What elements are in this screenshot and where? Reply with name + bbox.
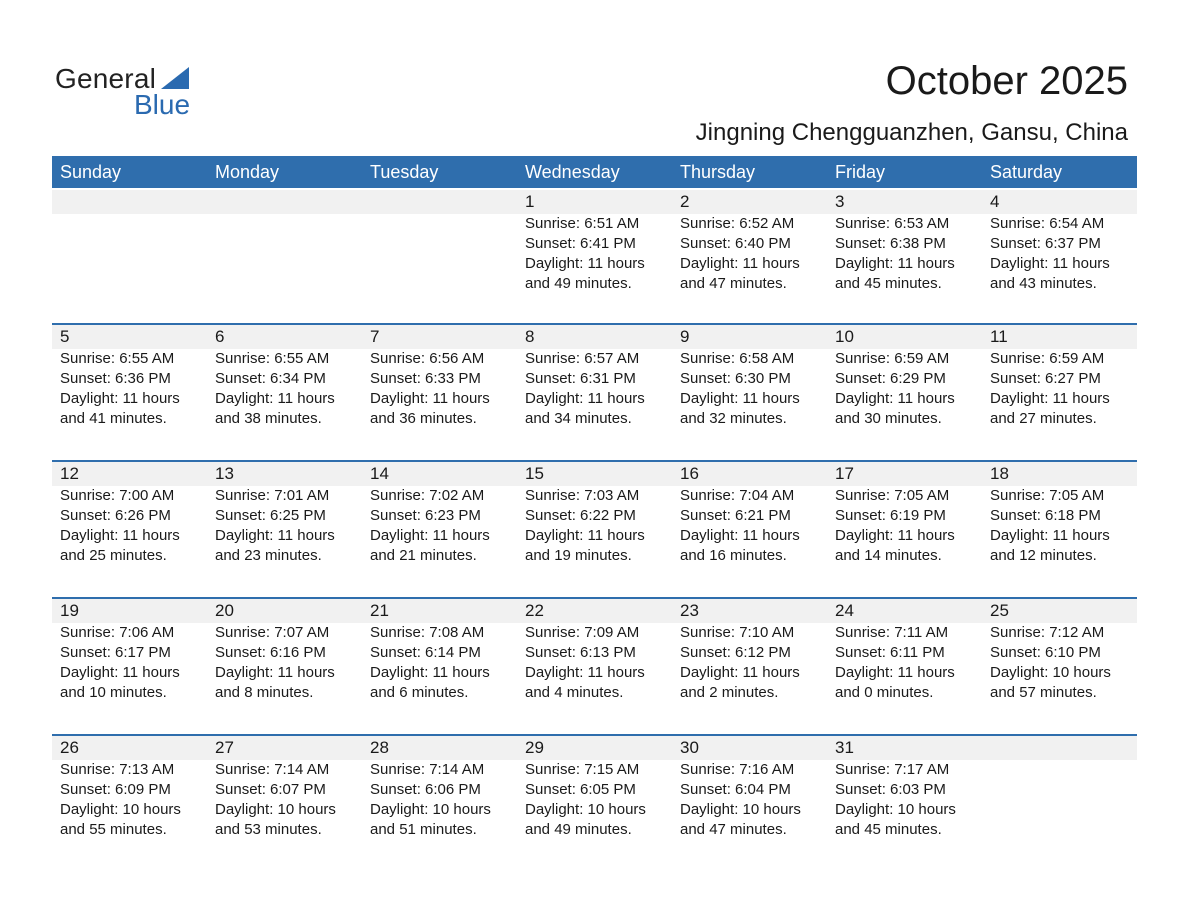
day-cell — [827, 736, 982, 840]
sunrise-text: Sunrise: 7:04 AM — [680, 487, 795, 504]
sunset-text: Sunset: 6:21 PM — [680, 507, 791, 524]
daylight-text: Daylight: 11 hours — [60, 390, 180, 407]
day-cell — [52, 599, 207, 703]
daylight-minutes-text: and 12 minutes. — [990, 547, 1097, 564]
sunset-text: Sunset: 6:38 PM — [835, 235, 946, 252]
daylight-text: Daylight: 11 hours — [680, 527, 800, 544]
day-cell — [517, 188, 672, 294]
day-number: 6 — [215, 327, 225, 346]
sunset-text: Sunset: 6:27 PM — [990, 370, 1101, 387]
sunrise-text: Sunrise: 6:58 AM — [680, 350, 795, 367]
daylight-minutes-text: and 16 minutes. — [680, 547, 787, 564]
daylight-text: Daylight: 11 hours — [835, 255, 955, 272]
daylight-minutes-text: and 34 minutes. — [525, 410, 632, 427]
sunset-text: Sunset: 6:25 PM — [215, 507, 326, 524]
daylight-minutes-text: and 49 minutes. — [525, 275, 632, 292]
daylight-minutes-text: and 25 minutes. — [60, 547, 167, 564]
day-cell — [672, 462, 827, 566]
daylight-minutes-text: and 53 minutes. — [215, 821, 322, 838]
daylight-minutes-text: and 57 minutes. — [990, 684, 1097, 701]
day-cell — [982, 188, 1137, 294]
sunrise-text: Sunrise: 7:14 AM — [370, 761, 485, 778]
daylight-text: Daylight: 11 hours — [835, 390, 955, 407]
daylight-minutes-text: and 55 minutes. — [60, 821, 167, 838]
week-row — [52, 188, 1137, 323]
sunrise-text: Sunrise: 7:07 AM — [215, 624, 330, 641]
day-cell — [672, 736, 827, 840]
daylight-minutes-text: and 19 minutes. — [525, 547, 632, 564]
day-cell — [52, 462, 207, 566]
day-cell — [362, 599, 517, 703]
sunrise-text: Sunrise: 6:51 AM — [525, 215, 640, 232]
day-cell — [982, 325, 1137, 429]
day-number: 23 — [680, 601, 699, 620]
daylight-text: Daylight: 11 hours — [525, 664, 645, 681]
sunset-text: Sunset: 6:14 PM — [370, 644, 481, 661]
weekday-saturday: Saturday — [990, 162, 1063, 182]
day-cell — [982, 599, 1137, 703]
logo-text-general: General — [55, 63, 157, 94]
daylight-text: Daylight: 11 hours — [60, 527, 180, 544]
week-row — [52, 460, 1137, 597]
daylight-minutes-text: and 27 minutes. — [990, 410, 1097, 427]
sunrise-text: Sunrise: 6:52 AM — [680, 215, 795, 232]
page-title: October 2025 — [885, 59, 1128, 103]
sunrise-text: Sunrise: 7:14 AM — [215, 761, 330, 778]
day-number: 14 — [370, 464, 389, 483]
day-cell — [982, 736, 1137, 840]
location-subtitle: Jingning Chengguanzhen, Gansu, China — [695, 119, 1128, 146]
day-cell — [207, 736, 362, 840]
weekday-friday: Friday — [835, 162, 886, 182]
day-cell — [207, 462, 362, 566]
sunset-text: Sunset: 6:29 PM — [835, 370, 946, 387]
sunrise-text: Sunrise: 6:55 AM — [215, 350, 330, 367]
daylight-text: Daylight: 10 hours — [990, 664, 1111, 681]
daylight-minutes-text: and 21 minutes. — [370, 547, 477, 564]
daylight-minutes-text: and 43 minutes. — [990, 275, 1097, 292]
daylight-text: Daylight: 11 hours — [835, 664, 955, 681]
week-days — [52, 188, 1137, 294]
sunset-text: Sunset: 6:17 PM — [60, 644, 171, 661]
sunset-text: Sunset: 6:05 PM — [525, 781, 636, 798]
weekday-sunday: Sunday — [60, 162, 122, 182]
daylight-text: Daylight: 10 hours — [370, 801, 491, 818]
day-number: 21 — [370, 601, 389, 620]
weekday-monday: Monday — [215, 162, 280, 182]
sunrise-text: Sunrise: 7:01 AM — [215, 487, 330, 504]
daylight-text: Daylight: 11 hours — [60, 664, 180, 681]
sunset-text: Sunset: 6:16 PM — [215, 644, 326, 661]
day-cell — [362, 188, 517, 294]
sunset-text: Sunset: 6:09 PM — [60, 781, 171, 798]
daylight-minutes-text: and 8 minutes. — [215, 684, 314, 701]
daylight-minutes-text: and 0 minutes. — [835, 684, 934, 701]
daylight-minutes-text: and 32 minutes. — [680, 410, 787, 427]
daylight-minutes-text: and 45 minutes. — [835, 275, 942, 292]
daylight-minutes-text: and 45 minutes. — [835, 821, 942, 838]
weeks-container — [52, 188, 1137, 871]
day-number: 29 — [525, 738, 544, 757]
week-row — [52, 597, 1137, 734]
sunrise-text: Sunrise: 6:54 AM — [990, 215, 1105, 232]
sunset-text: Sunset: 6:04 PM — [680, 781, 791, 798]
daylight-text: Daylight: 11 hours — [215, 527, 335, 544]
day-number — [370, 190, 517, 214]
day-number: 12 — [60, 464, 79, 483]
sunrise-text: Sunrise: 7:17 AM — [835, 761, 950, 778]
sunrise-text: Sunrise: 7:03 AM — [525, 487, 640, 504]
day-number: 27 — [215, 738, 234, 757]
sunset-text: Sunset: 6:36 PM — [60, 370, 171, 387]
sunset-text: Sunset: 6:30 PM — [680, 370, 791, 387]
sunset-text: Sunset: 6:22 PM — [525, 507, 636, 524]
daylight-text: Daylight: 10 hours — [525, 801, 646, 818]
sunset-text: Sunset: 6:26 PM — [60, 507, 171, 524]
daylight-minutes-text: and 41 minutes. — [60, 410, 167, 427]
daylight-text: Daylight: 10 hours — [835, 801, 956, 818]
week-row — [52, 734, 1137, 871]
sunrise-text: Sunrise: 6:55 AM — [60, 350, 175, 367]
sunset-text: Sunset: 6:34 PM — [215, 370, 326, 387]
calendar-grid — [52, 156, 1137, 871]
sunrise-text: Sunrise: 7:08 AM — [370, 624, 485, 641]
week-days — [52, 462, 1137, 566]
sunset-text: Sunset: 6:07 PM — [215, 781, 326, 798]
daylight-minutes-text: and 10 minutes. — [60, 684, 167, 701]
sunrise-text: Sunrise: 7:09 AM — [525, 624, 640, 641]
day-number: 22 — [525, 601, 544, 620]
day-number: 11 — [990, 327, 1008, 346]
daylight-text: Daylight: 11 hours — [525, 527, 645, 544]
sunrise-text: Sunrise: 6:56 AM — [370, 350, 485, 367]
sunrise-text: Sunrise: 6:59 AM — [990, 350, 1105, 367]
day-cell — [362, 462, 517, 566]
sunrise-text: Sunrise: 7:05 AM — [990, 487, 1105, 504]
sunset-text: Sunset: 6:33 PM — [370, 370, 481, 387]
sunset-text: Sunset: 6:12 PM — [680, 644, 791, 661]
sunrise-text: Sunrise: 7:12 AM — [990, 624, 1105, 641]
daylight-minutes-text: and 51 minutes. — [370, 821, 477, 838]
day-number: 18 — [990, 464, 1009, 483]
daylight-minutes-text: and 23 minutes. — [215, 547, 322, 564]
day-number: 5 — [60, 327, 70, 346]
day-cell — [982, 462, 1137, 566]
sunrise-text: Sunrise: 7:10 AM — [680, 624, 795, 641]
sunrise-text: Sunrise: 7:16 AM — [680, 761, 795, 778]
day-cell — [362, 736, 517, 840]
daylight-minutes-text: and 2 minutes. — [680, 684, 779, 701]
day-cell — [827, 188, 982, 294]
sunrise-text: Sunrise: 7:11 AM — [835, 624, 949, 641]
daylight-text: Daylight: 11 hours — [990, 255, 1110, 272]
sunset-text: Sunset: 6:40 PM — [680, 235, 791, 252]
day-number: 19 — [60, 601, 79, 620]
sunrise-text: Sunrise: 7:06 AM — [60, 624, 175, 641]
day-number: 8 — [525, 327, 535, 346]
sunset-text: Sunset: 6:13 PM — [525, 644, 636, 661]
daylight-text: Daylight: 11 hours — [835, 527, 955, 544]
daylight-text: Daylight: 11 hours — [215, 390, 335, 407]
week-days — [52, 599, 1137, 703]
day-number: 31 — [835, 738, 854, 757]
day-number: 16 — [680, 464, 699, 483]
day-cell — [207, 188, 362, 294]
sunrise-text: Sunrise: 6:53 AM — [835, 215, 950, 232]
sunset-text: Sunset: 6:06 PM — [370, 781, 481, 798]
sunset-text: Sunset: 6:23 PM — [370, 507, 481, 524]
daylight-minutes-text: and 38 minutes. — [215, 410, 322, 427]
sunrise-text: Sunrise: 7:15 AM — [525, 761, 640, 778]
sunrise-text: Sunrise: 7:05 AM — [835, 487, 950, 504]
day-number: 7 — [370, 327, 380, 346]
week-row — [52, 323, 1137, 460]
day-cell — [672, 599, 827, 703]
sunrise-text: Sunrise: 6:59 AM — [835, 350, 950, 367]
sunrise-text: Sunrise: 7:02 AM — [370, 487, 485, 504]
day-number: 24 — [835, 601, 854, 620]
sunrise-text: Sunrise: 7:00 AM — [60, 487, 175, 504]
day-number: 9 — [680, 327, 690, 346]
sunset-text: Sunset: 6:19 PM — [835, 507, 946, 524]
sunset-text: Sunset: 6:11 PM — [835, 644, 945, 661]
day-cell — [827, 599, 982, 703]
day-cell — [517, 599, 672, 703]
logo-text-blue: Blue — [134, 89, 191, 120]
day-cell — [672, 188, 827, 294]
daylight-text: Daylight: 11 hours — [990, 390, 1110, 407]
daylight-text: Daylight: 11 hours — [370, 664, 490, 681]
daylight-minutes-text: and 47 minutes. — [680, 821, 787, 838]
daylight-text: Daylight: 11 hours — [525, 255, 645, 272]
daylight-text: Daylight: 11 hours — [215, 664, 335, 681]
day-cell — [362, 325, 517, 429]
day-number — [990, 736, 1137, 760]
day-cell — [207, 325, 362, 429]
daylight-text: Daylight: 11 hours — [680, 255, 800, 272]
daylight-text: Daylight: 11 hours — [990, 527, 1110, 544]
day-cell — [52, 188, 207, 294]
weekday-header — [52, 156, 1137, 188]
day-cell — [827, 325, 982, 429]
daylight-minutes-text: and 30 minutes. — [835, 410, 942, 427]
daylight-minutes-text: and 47 minutes. — [680, 275, 787, 292]
day-number: 20 — [215, 601, 234, 620]
daylight-text: Daylight: 11 hours — [680, 664, 800, 681]
day-number: 10 — [835, 327, 854, 346]
daylight-minutes-text: and 4 minutes. — [525, 684, 624, 701]
day-number — [215, 190, 362, 214]
weekday-tuesday: Tuesday — [370, 162, 439, 182]
week-days — [52, 736, 1137, 840]
daylight-minutes-text: and 36 minutes. — [370, 410, 477, 427]
logo-triangle-icon — [161, 67, 189, 89]
weekday-thursday: Thursday — [680, 162, 756, 182]
day-number: 2 — [680, 192, 690, 211]
sunset-text: Sunset: 6:31 PM — [525, 370, 636, 387]
daylight-minutes-text: and 6 minutes. — [370, 684, 469, 701]
day-number: 17 — [835, 464, 854, 483]
daylight-minutes-text: and 49 minutes. — [525, 821, 632, 838]
sunrise-text: Sunrise: 6:57 AM — [525, 350, 640, 367]
day-cell — [517, 325, 672, 429]
sunset-text: Sunset: 6:10 PM — [990, 644, 1101, 661]
day-number: 28 — [370, 738, 389, 757]
sunset-text: Sunset: 6:37 PM — [990, 235, 1101, 252]
daylight-text: Daylight: 11 hours — [525, 390, 645, 407]
day-cell — [517, 462, 672, 566]
day-cell — [672, 325, 827, 429]
daylight-minutes-text: and 14 minutes. — [835, 547, 942, 564]
day-number — [60, 190, 207, 214]
brand-logo — [55, 62, 195, 122]
daylight-text: Daylight: 10 hours — [60, 801, 181, 818]
day-number: 3 — [835, 192, 845, 211]
day-number: 1 — [525, 192, 535, 211]
day-number: 15 — [525, 464, 544, 483]
day-number: 30 — [680, 738, 699, 757]
day-cell — [52, 736, 207, 840]
weekday-wednesday: Wednesday — [525, 162, 620, 182]
day-cell — [207, 599, 362, 703]
day-number: 4 — [990, 192, 1000, 211]
day-number: 26 — [60, 738, 79, 757]
week-days — [52, 325, 1137, 429]
sunset-text: Sunset: 6:18 PM — [990, 507, 1101, 524]
sunrise-text: Sunrise: 7:13 AM — [60, 761, 175, 778]
day-cell — [52, 325, 207, 429]
daylight-text: Daylight: 11 hours — [370, 390, 490, 407]
day-number: 25 — [990, 601, 1009, 620]
day-cell — [827, 462, 982, 566]
daylight-text: Daylight: 11 hours — [370, 527, 490, 544]
sunset-text: Sunset: 6:03 PM — [835, 781, 946, 798]
daylight-text: Daylight: 11 hours — [680, 390, 800, 407]
sunset-text: Sunset: 6:41 PM — [525, 235, 636, 252]
daylight-text: Daylight: 10 hours — [215, 801, 336, 818]
daylight-text: Daylight: 10 hours — [680, 801, 801, 818]
day-cell — [517, 736, 672, 840]
day-number: 13 — [215, 464, 234, 483]
